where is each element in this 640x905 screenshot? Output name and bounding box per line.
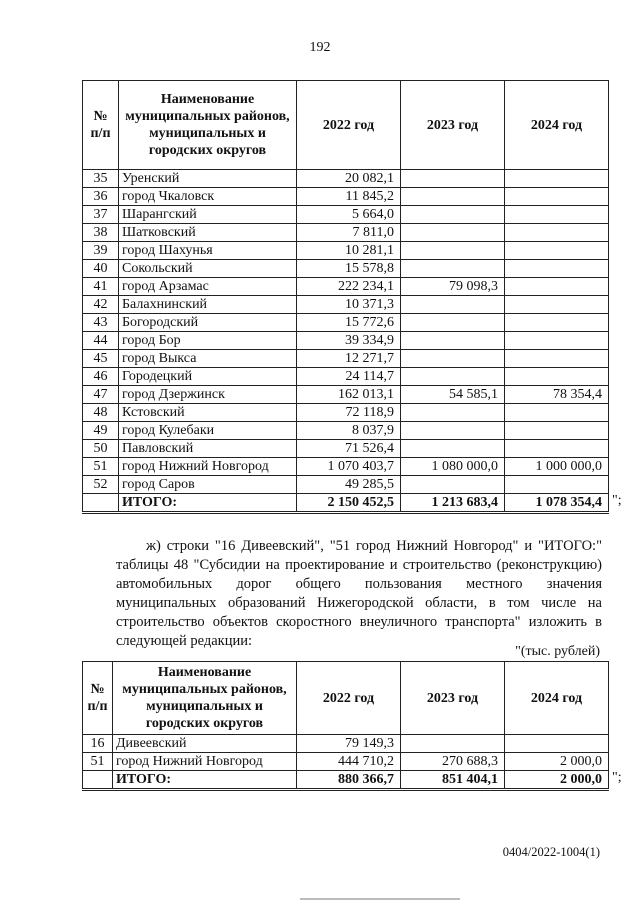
- row-name: Дивеевский: [113, 735, 297, 753]
- value-2024: [505, 735, 609, 753]
- value-2023: [401, 260, 505, 278]
- row-number: 47: [83, 386, 119, 404]
- value-2024: [505, 476, 609, 494]
- value-2024: [505, 170, 609, 188]
- value-2022: 1 070 403,7: [297, 458, 401, 476]
- table-row: [83, 753, 609, 771]
- value-2024: 78 354,4: [505, 386, 609, 404]
- table-row: [83, 368, 609, 386]
- table-row: [83, 242, 609, 260]
- page-number: 192: [309, 40, 331, 55]
- value-2022: 10 371,3: [297, 296, 401, 314]
- total-2023: 851 404,1: [401, 771, 505, 790]
- row-name: Кстовский: [119, 404, 297, 422]
- value-2022: 71 526,4: [297, 440, 401, 458]
- row-number: 50: [83, 440, 119, 458]
- value-2023: [401, 332, 505, 350]
- total-num-empty: [83, 494, 119, 513]
- row-name: Шарангский: [119, 206, 297, 224]
- value-2024: [505, 206, 609, 224]
- value-2023: [401, 404, 505, 422]
- table-row: [83, 735, 609, 753]
- value-2023: [401, 206, 505, 224]
- value-2024: [505, 440, 609, 458]
- value-2024: [505, 260, 609, 278]
- header-name: Наименование муниципальных районов, муниципальных и городских округов: [119, 81, 297, 170]
- value-2022: 49 285,5: [297, 476, 401, 494]
- value-2023: [401, 440, 505, 458]
- table-row: [83, 350, 609, 368]
- value-2023: [401, 170, 505, 188]
- amendment-paragraph: [116, 537, 602, 651]
- value-2024: [505, 296, 609, 314]
- value-2022: 39 334,9: [297, 332, 401, 350]
- total-2022: 880 366,7: [297, 771, 401, 790]
- row-number: 36: [83, 188, 119, 206]
- row-name: город Кулебаки: [119, 422, 297, 440]
- header-2022: 2022 год: [297, 662, 401, 735]
- header-2024: 2024 год: [505, 662, 609, 735]
- value-2022: 10 281,1: [297, 242, 401, 260]
- scan-artifact: [300, 898, 460, 900]
- value-2023: [401, 735, 505, 753]
- value-2024: [505, 422, 609, 440]
- value-2022: 222 234,1: [297, 278, 401, 296]
- value-2024: [505, 242, 609, 260]
- value-2022: 444 710,2: [297, 753, 401, 771]
- total-2024: 2 000,0: [505, 771, 609, 790]
- row-number: 43: [83, 314, 119, 332]
- value-2022: 11 845,2: [297, 188, 401, 206]
- table-row: [83, 260, 609, 278]
- value-2023: [401, 188, 505, 206]
- value-2023: 270 688,3: [401, 753, 505, 771]
- value-2023: [401, 314, 505, 332]
- row-number: 42: [83, 296, 119, 314]
- row-name: Балахнинский: [119, 296, 297, 314]
- value-2024: 1 000 000,0: [505, 458, 609, 476]
- value-2022: 72 118,9: [297, 404, 401, 422]
- amendment-text: ж) строки "16 Дивеевский", "51 город Нижний Новгород" и "ИТОГО:" таблицы 48 "Субсидии на проектирование и строительство (реконструкцию) автомобильных дорог общего пользования местного значения муниципальных образований Нижегородской области, в том числе на строительство объектов скоростного внеуличного транспорта" изложить в следующей редакции:: [116, 538, 602, 649]
- table-header-row: [83, 81, 609, 170]
- document-code: 0404/2022-1004(1): [502, 845, 600, 859]
- table-row: [83, 224, 609, 242]
- value-2023: [401, 422, 505, 440]
- value-2024: [505, 350, 609, 368]
- value-2022: 12 271,7: [297, 350, 401, 368]
- total-2024: 1 078 354,4: [505, 494, 609, 513]
- table-row: [83, 170, 609, 188]
- value-2022: 15 578,8: [297, 260, 401, 278]
- table-row: [83, 422, 609, 440]
- row-name: Городецкий: [119, 368, 297, 386]
- value-2022: 79 149,3: [297, 735, 401, 753]
- total-num-empty: [83, 771, 113, 790]
- value-2024: 2 000,0: [505, 753, 609, 771]
- value-2023: [401, 476, 505, 494]
- header-2023: 2023 год: [401, 81, 505, 170]
- row-number: 46: [83, 368, 119, 386]
- total-row: [83, 494, 609, 513]
- row-name: город Нижний Новгород: [119, 458, 297, 476]
- value-2024: [505, 224, 609, 242]
- table-header-row: [83, 662, 609, 735]
- table-row: [83, 404, 609, 422]
- table-row: [83, 314, 609, 332]
- row-number: 16: [83, 735, 113, 753]
- row-name: город Саров: [119, 476, 297, 494]
- row-number: 38: [83, 224, 119, 242]
- table-row: [83, 188, 609, 206]
- header-name: Наименование муниципальных районов, муниципальных и городских округов: [113, 662, 297, 735]
- value-2024: [505, 368, 609, 386]
- table-row: [83, 296, 609, 314]
- value-2022: 8 037,9: [297, 422, 401, 440]
- row-name: Шатковский: [119, 224, 297, 242]
- table-row: [83, 332, 609, 350]
- row-number: 51: [83, 753, 113, 771]
- row-number: 37: [83, 206, 119, 224]
- subsidy-table-continued: [82, 80, 609, 514]
- header-num: № п/п: [83, 662, 113, 735]
- row-number: 49: [83, 422, 119, 440]
- total-label: ИТОГО:: [119, 494, 297, 513]
- table-row: [83, 206, 609, 224]
- row-name: город Бор: [119, 332, 297, 350]
- value-2023: [401, 242, 505, 260]
- value-2022: 7 811,0: [297, 224, 401, 242]
- closing-quote: ";: [612, 493, 622, 508]
- header-2023: 2023 год: [401, 662, 505, 735]
- table-row: [83, 386, 609, 404]
- value-2022: 5 664,0: [297, 206, 401, 224]
- value-2023: [401, 350, 505, 368]
- header-2024: 2024 год: [505, 81, 609, 170]
- header-num: № п/п: [83, 81, 119, 170]
- value-2023: 79 098,3: [401, 278, 505, 296]
- row-number: 48: [83, 404, 119, 422]
- row-number: 40: [83, 260, 119, 278]
- value-2024: [505, 188, 609, 206]
- total-2023: 1 213 683,4: [401, 494, 505, 513]
- row-name: город Нижний Новгород: [113, 753, 297, 771]
- row-name: город Шахунья: [119, 242, 297, 260]
- table-row: [83, 278, 609, 296]
- value-2022: 20 082,1: [297, 170, 401, 188]
- value-2022: 15 772,6: [297, 314, 401, 332]
- total-row: [83, 771, 609, 790]
- row-number: 51: [83, 458, 119, 476]
- row-name: город Арзамас: [119, 278, 297, 296]
- value-2023: 1 080 000,0: [401, 458, 505, 476]
- value-2023: [401, 296, 505, 314]
- table-row: [83, 440, 609, 458]
- row-number: 45: [83, 350, 119, 368]
- table-row: [83, 476, 609, 494]
- value-2022: 162 013,1: [297, 386, 401, 404]
- value-2024: [505, 404, 609, 422]
- table-row: [83, 458, 609, 476]
- value-2023: [401, 224, 505, 242]
- row-name: Сокольский: [119, 260, 297, 278]
- value-2024: [505, 278, 609, 296]
- value-2023: [401, 368, 505, 386]
- value-2024: [505, 332, 609, 350]
- header-2022: 2022 год: [297, 81, 401, 170]
- row-name: Богородский: [119, 314, 297, 332]
- value-2023: 54 585,1: [401, 386, 505, 404]
- row-name: Уренский: [119, 170, 297, 188]
- row-name: Павловский: [119, 440, 297, 458]
- row-number: 35: [83, 170, 119, 188]
- unit-note: "(тыс. рублей): [515, 644, 600, 659]
- subsidy-table-48: [82, 661, 609, 791]
- value-2024: [505, 314, 609, 332]
- row-number: 44: [83, 332, 119, 350]
- total-label: ИТОГО:: [113, 771, 297, 790]
- row-number: 41: [83, 278, 119, 296]
- row-number: 52: [83, 476, 119, 494]
- row-name: город Выкса: [119, 350, 297, 368]
- closing-quote: ";: [612, 770, 622, 785]
- row-name: город Чкаловск: [119, 188, 297, 206]
- row-number: 39: [83, 242, 119, 260]
- total-2022: 2 150 452,5: [297, 494, 401, 513]
- value-2022: 24 114,7: [297, 368, 401, 386]
- row-name: город Дзержинск: [119, 386, 297, 404]
